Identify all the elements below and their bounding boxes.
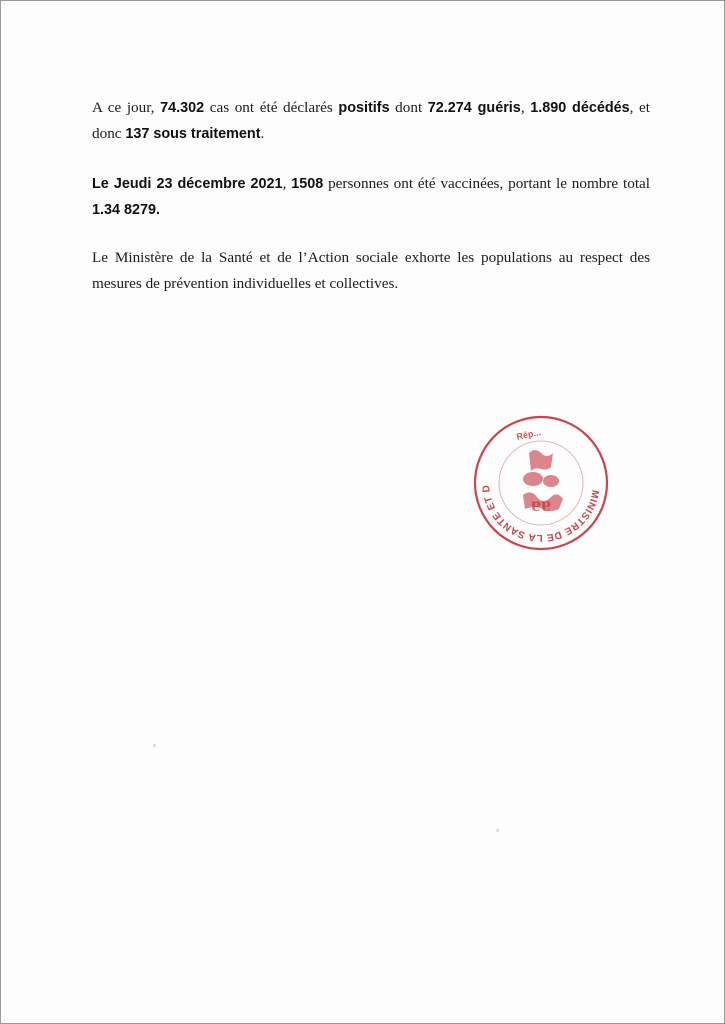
text-segment: dont xyxy=(389,99,428,116)
svg-text:ɐɐ: ɐɐ xyxy=(531,494,551,516)
text-segment: . xyxy=(260,125,265,142)
text-segment: A ce jour, xyxy=(92,99,161,116)
cases-count: 74.302 xyxy=(160,100,205,116)
text-segment: personnes ont été vaccinées, portant le nombre total xyxy=(323,175,651,192)
report-date: Le Jeudi 23 décembre 2021 xyxy=(92,176,283,192)
stamp-ring-text: MINISTRE DE LA SANTE ET D xyxy=(480,484,601,544)
paragraph-vaccination xyxy=(92,171,650,223)
paragraph-cases-summary xyxy=(92,95,650,147)
paragraph-recommendation xyxy=(92,245,650,297)
scan-speck xyxy=(153,744,156,747)
ministry-stamp xyxy=(471,413,611,553)
vaccinated-total: 1.34 8279. xyxy=(92,202,161,218)
vaccinated-count: 1508 xyxy=(291,176,324,192)
text-segment: , xyxy=(282,175,292,192)
scan-speck xyxy=(496,829,499,832)
stamp-top-text: Rép... xyxy=(515,426,542,442)
positive-label: positifs xyxy=(338,100,390,116)
text-segment: , et donc xyxy=(92,99,651,142)
under-treatment-count: 137 sous traitement xyxy=(125,126,261,142)
stamp-seal-icon xyxy=(471,413,611,553)
recovered-count: 72.274 guéris xyxy=(427,100,521,116)
deaths-count: 1.890 décédés xyxy=(530,100,630,116)
text-segment: , xyxy=(520,99,531,116)
text-segment: cas ont été déclarés xyxy=(204,99,339,116)
text-segment: Le Ministère de la Santé et de l’Action sociale exhorte les populations au respect des mesures de prévention individuelles et collectives. xyxy=(92,249,650,292)
